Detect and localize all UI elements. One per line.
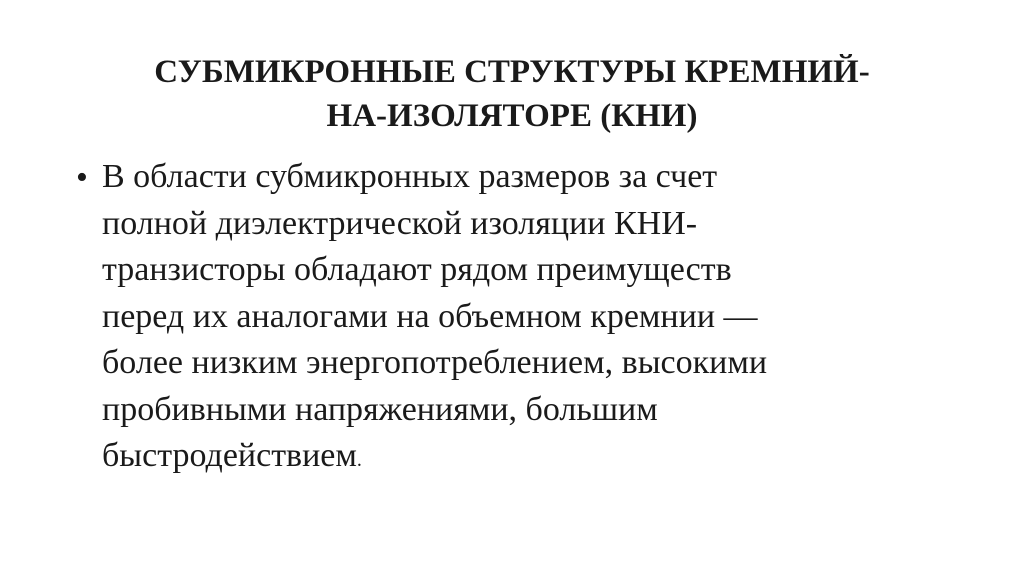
slide-title [80,50,944,138]
bullet-text-line: более низким энергопотреблением, высокими [102,344,768,381]
final-period: . [356,449,362,471]
bullet-text-line: В области субмикронных размеров за счет [102,158,718,195]
slide-body [72,154,972,484]
bullet-text-line-last [102,433,767,484]
title-line: СУБМИКРОННЫЕ СТРУКТУРЫ КРЕМНИЙ- [154,54,870,90]
bullet-text [102,154,767,484]
title-line: НА-ИЗОЛЯТОРЕ (КНИ) [326,98,698,134]
bullet-item [72,154,972,484]
bullet-text-line: транзисторы обладают рядом преимуществ [102,251,732,288]
bullet-text-line: перед их аналогами на объемном кремнии — [102,297,758,335]
bullet-dot-icon: • [76,159,88,196]
bullet-text-line: пробивными напряжениями, большим [102,390,658,428]
bullet-text-last-words: быстродействием [102,437,357,474]
bullet-text-line: полной диэлектрической изоляции КНИ- [102,204,698,242]
